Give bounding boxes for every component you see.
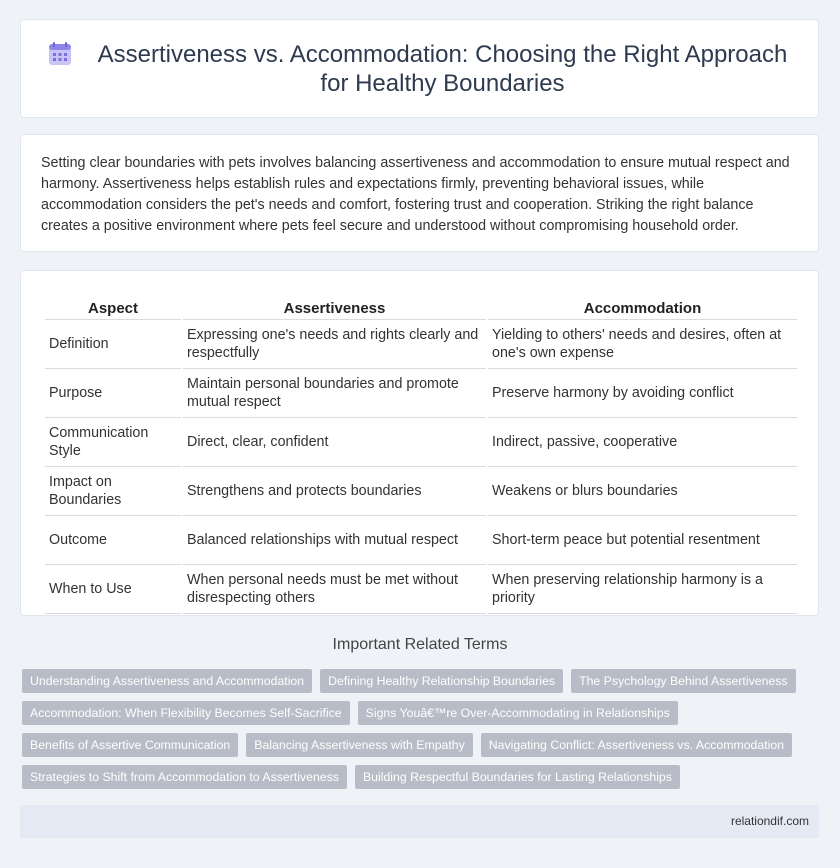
intro-paragraph: Setting clear boundaries with pets involves balancing assertiveness and accommodation to ensure mutual respect and harmony. Assertiveness helps establish rules and expectations firmly, preventing behavioral issues, while accommodation considers the pet's needs and comfort, fostering trust and cooperation. Striking the right balance creates a positive environment where pets feel secure and understood without compromising household order. — [41, 155, 790, 234]
table-cell: Communication Style — [45, 418, 181, 467]
table-cell: Impact on Boundaries — [45, 467, 181, 516]
related-term-tag[interactable]: Accommodation: When Flexibility Becomes Self-Sacrifice — [22, 701, 350, 725]
table-row — [45, 467, 797, 516]
table-cell: Purpose — [45, 369, 181, 418]
footer — [20, 805, 819, 838]
table-cell: When personal needs must be met without disrespecting others — [183, 565, 486, 614]
comparison-table — [43, 295, 799, 614]
related-term-tag[interactable]: Building Respectful Boundaries for Lasting Relationships — [355, 765, 680, 789]
table-cell: Yielding to others' needs and desires, often at one's own expense — [488, 320, 797, 369]
related-term-tag[interactable]: Balancing Assertiveness with Empathy — [246, 733, 473, 757]
page-title: Assertiveness vs. Accommodation: Choosing the Right Approach for Healthy Boundaries — [97, 40, 788, 97]
related-terms-list — [22, 669, 812, 789]
table-row — [45, 418, 797, 467]
table-row — [45, 565, 797, 614]
header-card — [20, 19, 819, 118]
related-term-tag[interactable]: Understanding Assertiveness and Accommodation — [22, 669, 312, 693]
table-cell: Maintain personal boundaries and promote mutual respect — [183, 369, 486, 418]
table-header-row — [45, 295, 797, 320]
table-cell: When preserving relationship harmony is a priority — [488, 565, 797, 614]
table-cell: Preserve harmony by avoiding conflict — [488, 369, 797, 418]
related-term-tag[interactable]: The Psychology Behind Assertiveness — [571, 669, 795, 693]
table-cell: Expressing one's needs and rights clearly and respectfully — [183, 320, 486, 369]
column-header-accommodation: Accommodation — [488, 295, 797, 320]
table-cell: Indirect, passive, cooperative — [488, 418, 797, 467]
related-term-tag[interactable]: Signs Youâ€™re Over-Accommodating in Relationships — [358, 701, 678, 725]
related-term-tag[interactable]: Navigating Conflict: Assertiveness vs. Accommodation — [481, 733, 792, 757]
table-cell: Strengthens and protects boundaries — [183, 467, 486, 516]
table-cell: Short-term peace but potential resentment — [488, 516, 797, 565]
table-cell: Direct, clear, confident — [183, 418, 486, 467]
table-cell: Definition — [45, 320, 181, 369]
footer-site-link[interactable]: relationdif.com — [730, 814, 809, 828]
table-cell: Outcome — [45, 516, 181, 565]
table-row — [45, 369, 797, 418]
calendar-icon — [47, 41, 73, 67]
related-term-tag[interactable]: Strategies to Shift from Accommodation to Assertiveness — [22, 765, 347, 789]
table-cell: When to Use — [45, 565, 181, 614]
table-cell: Balanced relationships with mutual respect — [183, 516, 486, 565]
intro-card — [20, 134, 819, 252]
table-row — [45, 320, 797, 369]
column-header-assertiveness: Assertiveness — [183, 295, 486, 320]
related-term-tag[interactable]: Benefits of Assertive Communication — [22, 733, 238, 757]
table-cell: Weakens or blurs boundaries — [488, 467, 797, 516]
comparison-card — [20, 270, 819, 616]
table-row — [45, 516, 797, 565]
column-header-aspect: Aspect — [45, 295, 181, 320]
related-terms-heading: Important Related Terms — [332, 636, 508, 653]
related-term-tag[interactable]: Defining Healthy Relationship Boundaries — [320, 669, 563, 693]
